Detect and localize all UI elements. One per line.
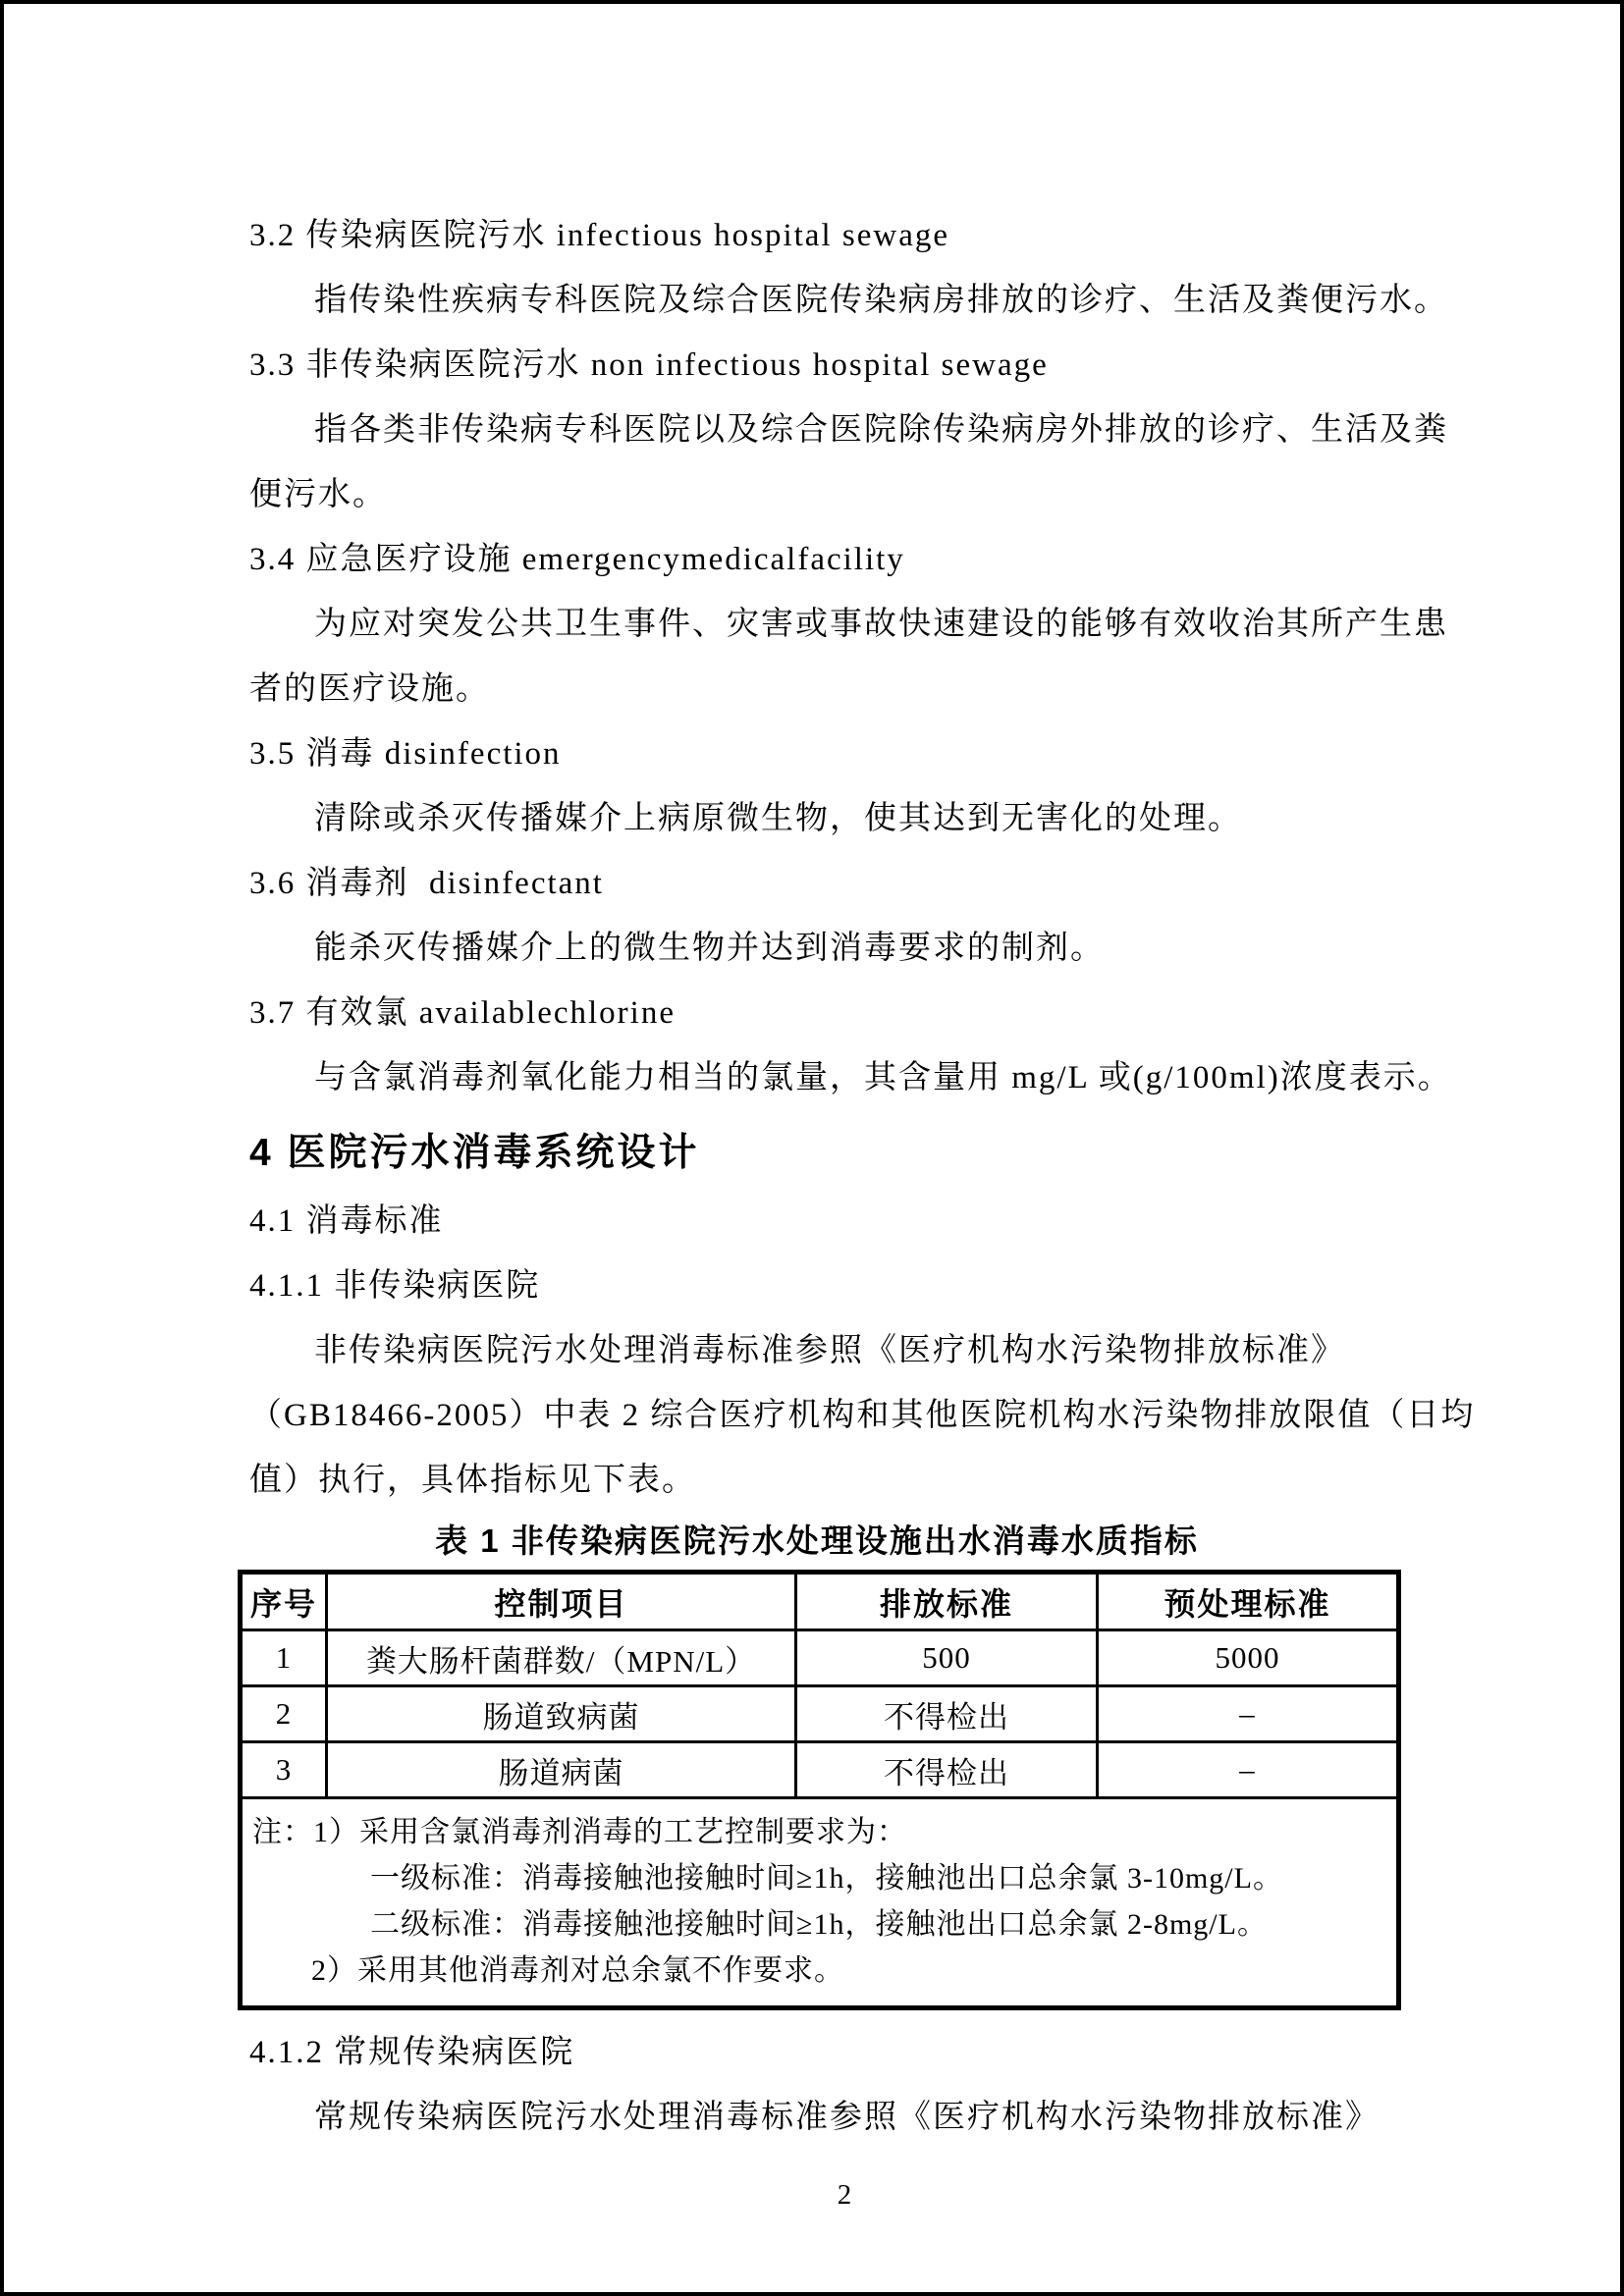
column-header-pretreatment-standard: 预处理标准	[1098, 1573, 1399, 1630]
heading-3-3: 3.3 非传染病医院污水 non infectious hospital sewage	[249, 347, 1049, 383]
table-row	[241, 1742, 1399, 1798]
paragraph-3-3-line-1: 指各类非传染病专科医院以及综合医院除传染病房外排放的诊疗、生活及粪	[314, 412, 1448, 448]
paragraph-3-2: 指传染性疾病专科医院及综合医院传染病房排放的诊疗、生活及粪便污水。	[314, 283, 1448, 318]
cell-row3-pretreatment: –	[1098, 1742, 1399, 1798]
cell-row3-index: 3	[241, 1742, 327, 1798]
paragraph-3-7: 与含氯消毒剂氧化能力相当的氯量，其含量用 mg/L 或(g/100ml)浓度表示。	[314, 1060, 1452, 1095]
page-content	[249, 203, 1476, 2212]
page-number: 2	[837, 2179, 852, 2211]
cell-row1-discharge: 500	[796, 1630, 1098, 1686]
heading-4: 4 医院污水消毒系统设计	[249, 1132, 700, 1174]
table-note-level2-standard: 二级标准：消毒接触池接触时间≥1h，接触池出口总余氯 2-8mg/L。	[370, 1908, 1268, 1941]
cell-row1-item: 粪大肠杆菌群数/（MPN/L）	[327, 1630, 796, 1686]
paragraph-4-1-1-line-3: 值）执行，具体指标见下表。	[249, 1463, 696, 1498]
heading-3-4: 3.4 应急医疗设施 emergencymedicalfacility	[249, 542, 905, 577]
column-header-discharge-standard: 排放标准	[796, 1573, 1098, 1630]
table-row	[241, 1686, 1399, 1742]
heading-4-1: 4.1 消毒标准	[249, 1203, 444, 1239]
table-1-title: 表 1 非传染病医院污水处理设施出水消毒水质指标	[435, 1522, 1199, 1559]
paragraph-3-5: 清除或杀灭传播媒介上病原微生物，使其达到无害化的处理。	[314, 801, 1242, 836]
heading-4-1-2: 4.1.2 常规传染病医院	[249, 2035, 575, 2070]
cell-row2-item: 肠道致病菌	[327, 1686, 796, 1742]
heading-4-1-1: 4.1.1 非传染病医院	[249, 1268, 541, 1304]
table-1	[238, 1570, 1401, 2010]
heading-3-6: 3.6 消毒剂 disinfectant	[249, 866, 604, 901]
cell-row3-item: 肠道病菌	[327, 1742, 796, 1798]
cell-row3-discharge: 不得检出	[796, 1742, 1098, 1798]
paragraph-4-1-1-line-1: 非传染病医院污水处理消毒标准参照《医疗机构水污染物排放标准》	[314, 1333, 1345, 1368]
column-header-index: 序号	[241, 1573, 327, 1630]
paragraph-3-3-line-2: 便污水。	[249, 477, 387, 512]
paragraph-4-1-2: 常规传染病医院污水处理消毒标准参照《医疗机构水污染物排放标准》	[314, 2100, 1380, 2135]
cell-row1-index: 1	[241, 1630, 327, 1686]
cell-row2-index: 2	[241, 1686, 327, 1742]
heading-3-5: 3.5 消毒 disinfection	[249, 736, 562, 772]
paragraph-4-1-1-line-2: （GB18466-2005）中表 2 综合医疗机构和其他医院机构水污染物排放限值（日均	[249, 1398, 1476, 1433]
table-notes-cell	[241, 1798, 1399, 2008]
table-notes-row	[241, 1798, 1399, 2008]
table-row	[241, 1630, 1399, 1686]
table-header-row	[241, 1573, 1399, 1630]
column-header-control-item: 控制项目	[327, 1573, 796, 1630]
table-note-level1-standard: 一级标准：消毒接触池接触时间≥1h，接触池出口总余氯 3-10mg/L。	[370, 1862, 1283, 1895]
table-note-1: 注：1）采用含氯消毒剂消毒的工艺控制要求为：	[252, 1816, 907, 1848]
cell-row2-pretreatment: –	[1098, 1686, 1399, 1742]
heading-3-7: 3.7 有效氯 availablechlorine	[249, 995, 676, 1031]
paragraph-3-4-line-1: 为应对突发公共卫生事件、灾害或事故快速建设的能够有效收治其所产生患	[314, 607, 1448, 642]
cell-row1-pretreatment: 5000	[1098, 1630, 1399, 1686]
paragraph-3-4-line-2: 者的医疗设施。	[249, 671, 490, 707]
table-note-2: 2）采用其他消毒剂对总余氯不作要求。	[311, 1954, 844, 1987]
heading-3-2: 3.2 传染病医院污水 infectious hospital sewage	[249, 218, 949, 253]
paragraph-3-6: 能杀灭传播媒介上的微生物并达到消毒要求的制剂。	[314, 931, 1105, 966]
cell-row2-discharge: 不得检出	[796, 1686, 1098, 1742]
